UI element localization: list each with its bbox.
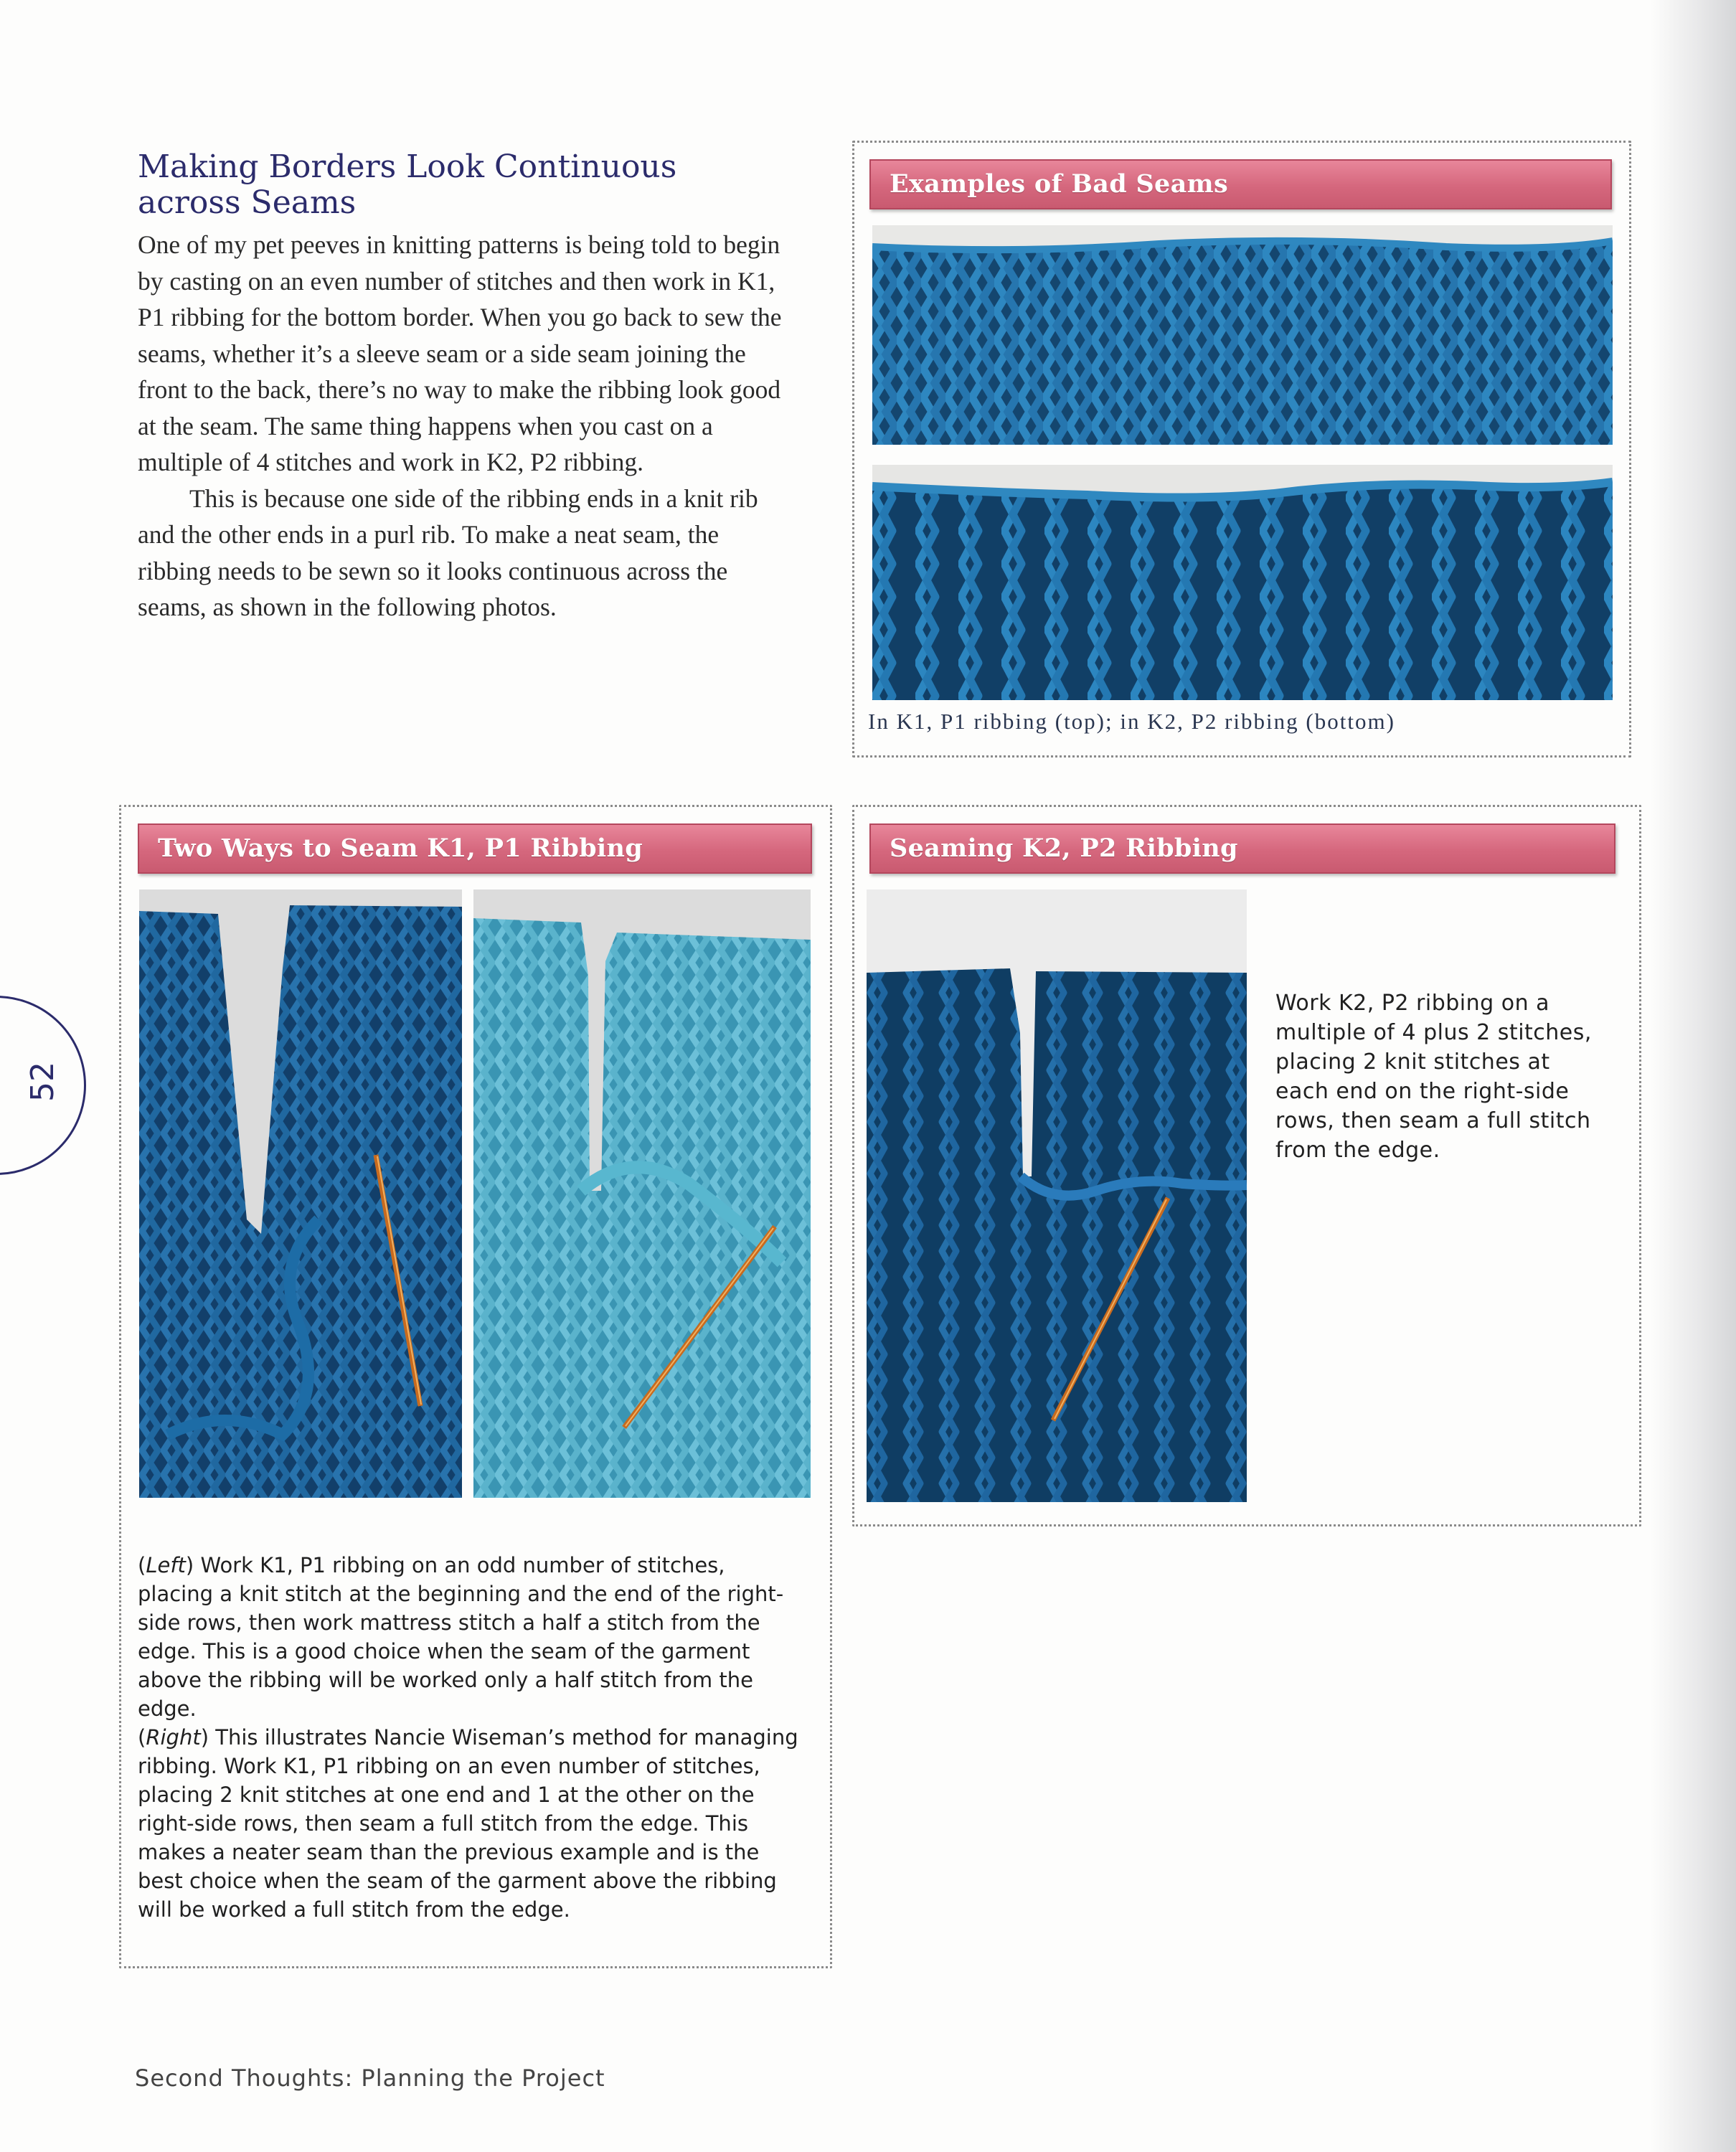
bad-seam-k2p2-photo [872,465,1613,700]
k2p2-banner: Seaming K2, P2 Ribbing [869,823,1615,874]
k2p2-photo [867,889,1247,1502]
section-heading-line2: across Seams [138,184,357,221]
bad-seam-k1p1-photo [872,225,1613,445]
right-caption-text: This illustrates Nancie Wiseman’s method for managing ribbing. Work K1, P1 ribbing on an even number of stitches, placing 2 knit stitches at one end and 1 at the other on the right-side rows, then seam a full stitch from the edge. This makes a neater seam than the previous example and is the best choice when the seam of the garment above the ribbing will be worked a full stitch from the edge. [138,1725,798,1922]
running-footer: Second Thoughts: Planning the Project [135,2064,605,2092]
bad-seams-banner: Examples of Bad Seams [869,159,1612,209]
k1p1-left-photo [139,889,462,1498]
book-gutter-shadow [1650,0,1736,2152]
k1p1-right-photo [473,889,811,1498]
left-label: Left [146,1553,186,1577]
two-ways-caption-right: (Right) This illustrates Nancie Wiseman’s method for managing ribbing. Work K1, P1 ribbing on an even number of stitches, placing 2 knit stitches at one end and 1 at the other on the right-side rows, then seam a full stitch from the edge. This makes a neater seam than the previous example and is the best choice when the seam of the garment above the ribbing will be worked a full stitch from the edge. [138,1725,798,1922]
section-heading [138,149,783,221]
page-number: 52 [24,1062,61,1102]
intro-text [138,227,791,626]
two-ways-caption [138,1551,805,1924]
two-ways-banner: Two Ways to Seam K1, P1 Ribbing [138,823,812,874]
intro-paragraph-2: This is because one side of the ribbing ends in a knit rib and the other ends in a purl rib. To make a neat seam, the ribbing needs to be sewn so it looks continuous across the seams, as shown in the following photos. [138,483,758,621]
right-label: Right [146,1725,201,1750]
k2p2-instructions: Work K2, P2 ribbing on a multiple of 4 plus 2 stitches, placing 2 knit stitches at each end on the right-side rows, then seam a full stitch from the edge. [1275,991,1592,1163]
bad-seams-caption: In K1, P1 ribbing (top); in K2, P2 ribbing (bottom) [868,709,1395,734]
left-caption-text: Work K1, P1 ribbing on an odd number of stitches, placing a knit stitch at the beginning and the end of the right-side rows, then work mattress stitch a half a stitch from the edge. This is a good choice when the seam of the garment above the ribbing will be worked only a half stitch from the edge. [138,1553,784,1721]
section-heading-line1: Making Borders Look Continuous [138,148,677,185]
intro-paragraph-1: One of my pet peeves in knitting patterns is being told to begin by casting on an even number of stitches and then work in K1, P1 ribbing for the bottom border. When you go back to sew the seams, whether it’s a sleeve seam or a side seam joining the front to the back, there’s no way to make the ribbing look good at the seam. The same thing happens when you cast on a multiple of 4 stitches and work in K2, P2 ribbing. [138,230,782,476]
two-ways-caption-left: (Left) Work K1, P1 ribbing on an odd number of stitches, placing a knit stitch at the beginning and the end of the right-side rows, then work mattress stitch a half a stitch from the edge. This is a good choice when the seam of the garment above the ribbing will be worked only a half stitch from the edge. [138,1553,784,1721]
